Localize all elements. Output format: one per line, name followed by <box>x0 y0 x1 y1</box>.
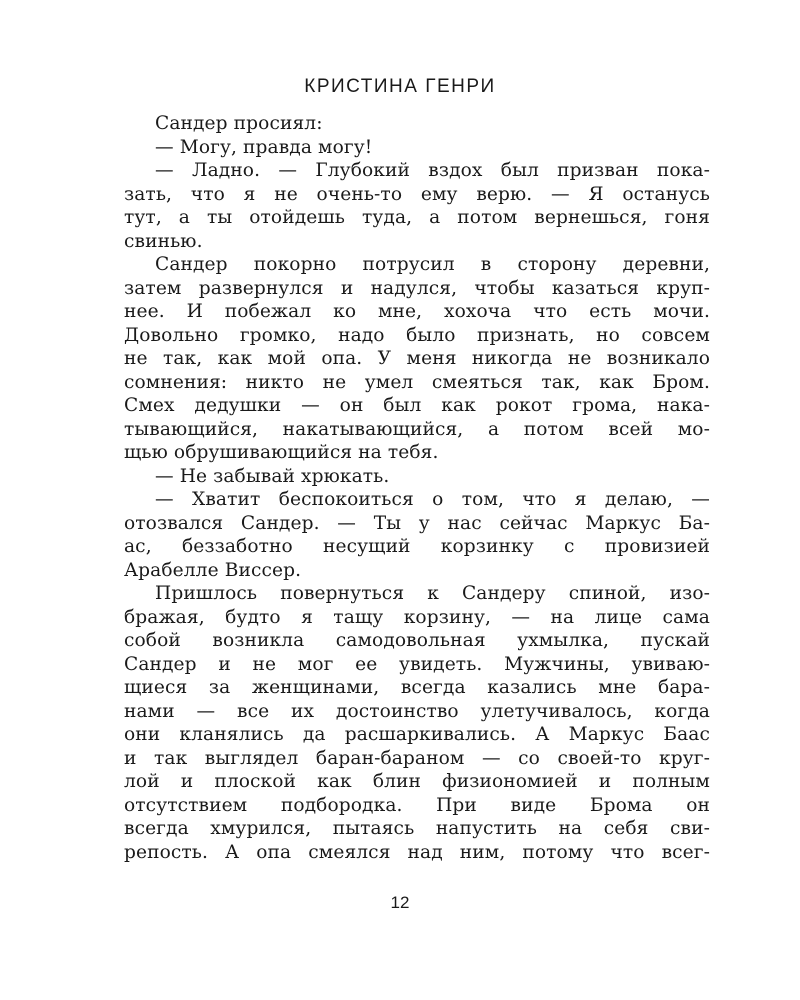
text-line: Пришлось повернуться к Сандеру спиной, изо- <box>155 583 710 604</box>
body-text <box>124 112 710 864</box>
text-line: всегда хмурился, пытаясь напустить на себя сви- <box>124 818 710 839</box>
running-head-author: КРИСТИНА ГЕНРИ <box>304 76 496 97</box>
text-line: щью обрушивающийся на тебя. <box>124 442 439 463</box>
text-line: не так, как мой опа. У меня никогда не возникало <box>124 348 710 369</box>
text-line: лой и плоской как блин физиономией и полным <box>124 771 710 792</box>
text-line: — Хватит беспокоиться о том, что я делаю, — <box>155 489 710 510</box>
text-line: — Ладно. — Глубокий вздох был призван пока- <box>155 160 710 181</box>
text-line: затем развернулся и надулся, чтобы казаться круп- <box>124 277 710 299</box>
text-line: тывающийся, накатывающийся, а потом всей мо- <box>124 418 710 440</box>
text-line: отсутствием подбородка. При виде Брома он <box>124 794 710 816</box>
text-line: зать, что я не очень-то ему верю. — Я останусь <box>124 183 710 205</box>
text-line: нее. И побежал ко мне, хохоча что есть мочи. <box>124 301 710 322</box>
text-line: собой возникла самодовольная ухмылка, пускай <box>124 630 710 651</box>
text-line: они кланялись да расшаркивались. А Маркус Баас <box>124 724 710 745</box>
text-line: щиеся за женщинами, всегда казались мне бара- <box>124 677 710 698</box>
text-line: свинью. <box>124 230 203 252</box>
text-line: отозвался Сандер. — Ты у нас сейчас Маркус Ба- <box>124 512 710 534</box>
text-line: тут, а ты отойдешь туда, а потом вернешься, гоня <box>124 207 710 228</box>
text-line: Сандер покорно потрусил в сторону деревни, <box>155 254 710 275</box>
text-line: Арабелле Виссер. <box>124 559 302 581</box>
text-line: Сандер просиял: <box>155 113 323 134</box>
text-line: сомнения: никто не умел смеяться так, как Бром. <box>124 371 710 393</box>
text-line: Сандер и не мог ее увидеть. Мужчины, увиваю- <box>124 653 710 675</box>
page-number: 12 <box>390 893 410 912</box>
text-line: Довольно громко, надо было признать, но совсем <box>124 324 710 346</box>
text-line: бражая, будто я тащу корзину, — на лице сама <box>124 606 710 628</box>
text-line: Смех дедушки — он был как рокот грома, нака- <box>124 395 710 416</box>
text-line: и так выглядел баран-бараном — со своей-то круг- <box>124 747 710 769</box>
text-line: — Могу, правда могу! <box>155 136 373 158</box>
text-line: нами — все их достоинство улетучивалось, когда <box>124 700 710 722</box>
text-line: — Не забывай хрюкать. <box>155 465 390 487</box>
text-line: ас, беззаботно несущий корзинку с провизией <box>124 536 710 557</box>
text-line: репость. А опа смеялся над ним, потому что всег- <box>124 841 710 863</box>
